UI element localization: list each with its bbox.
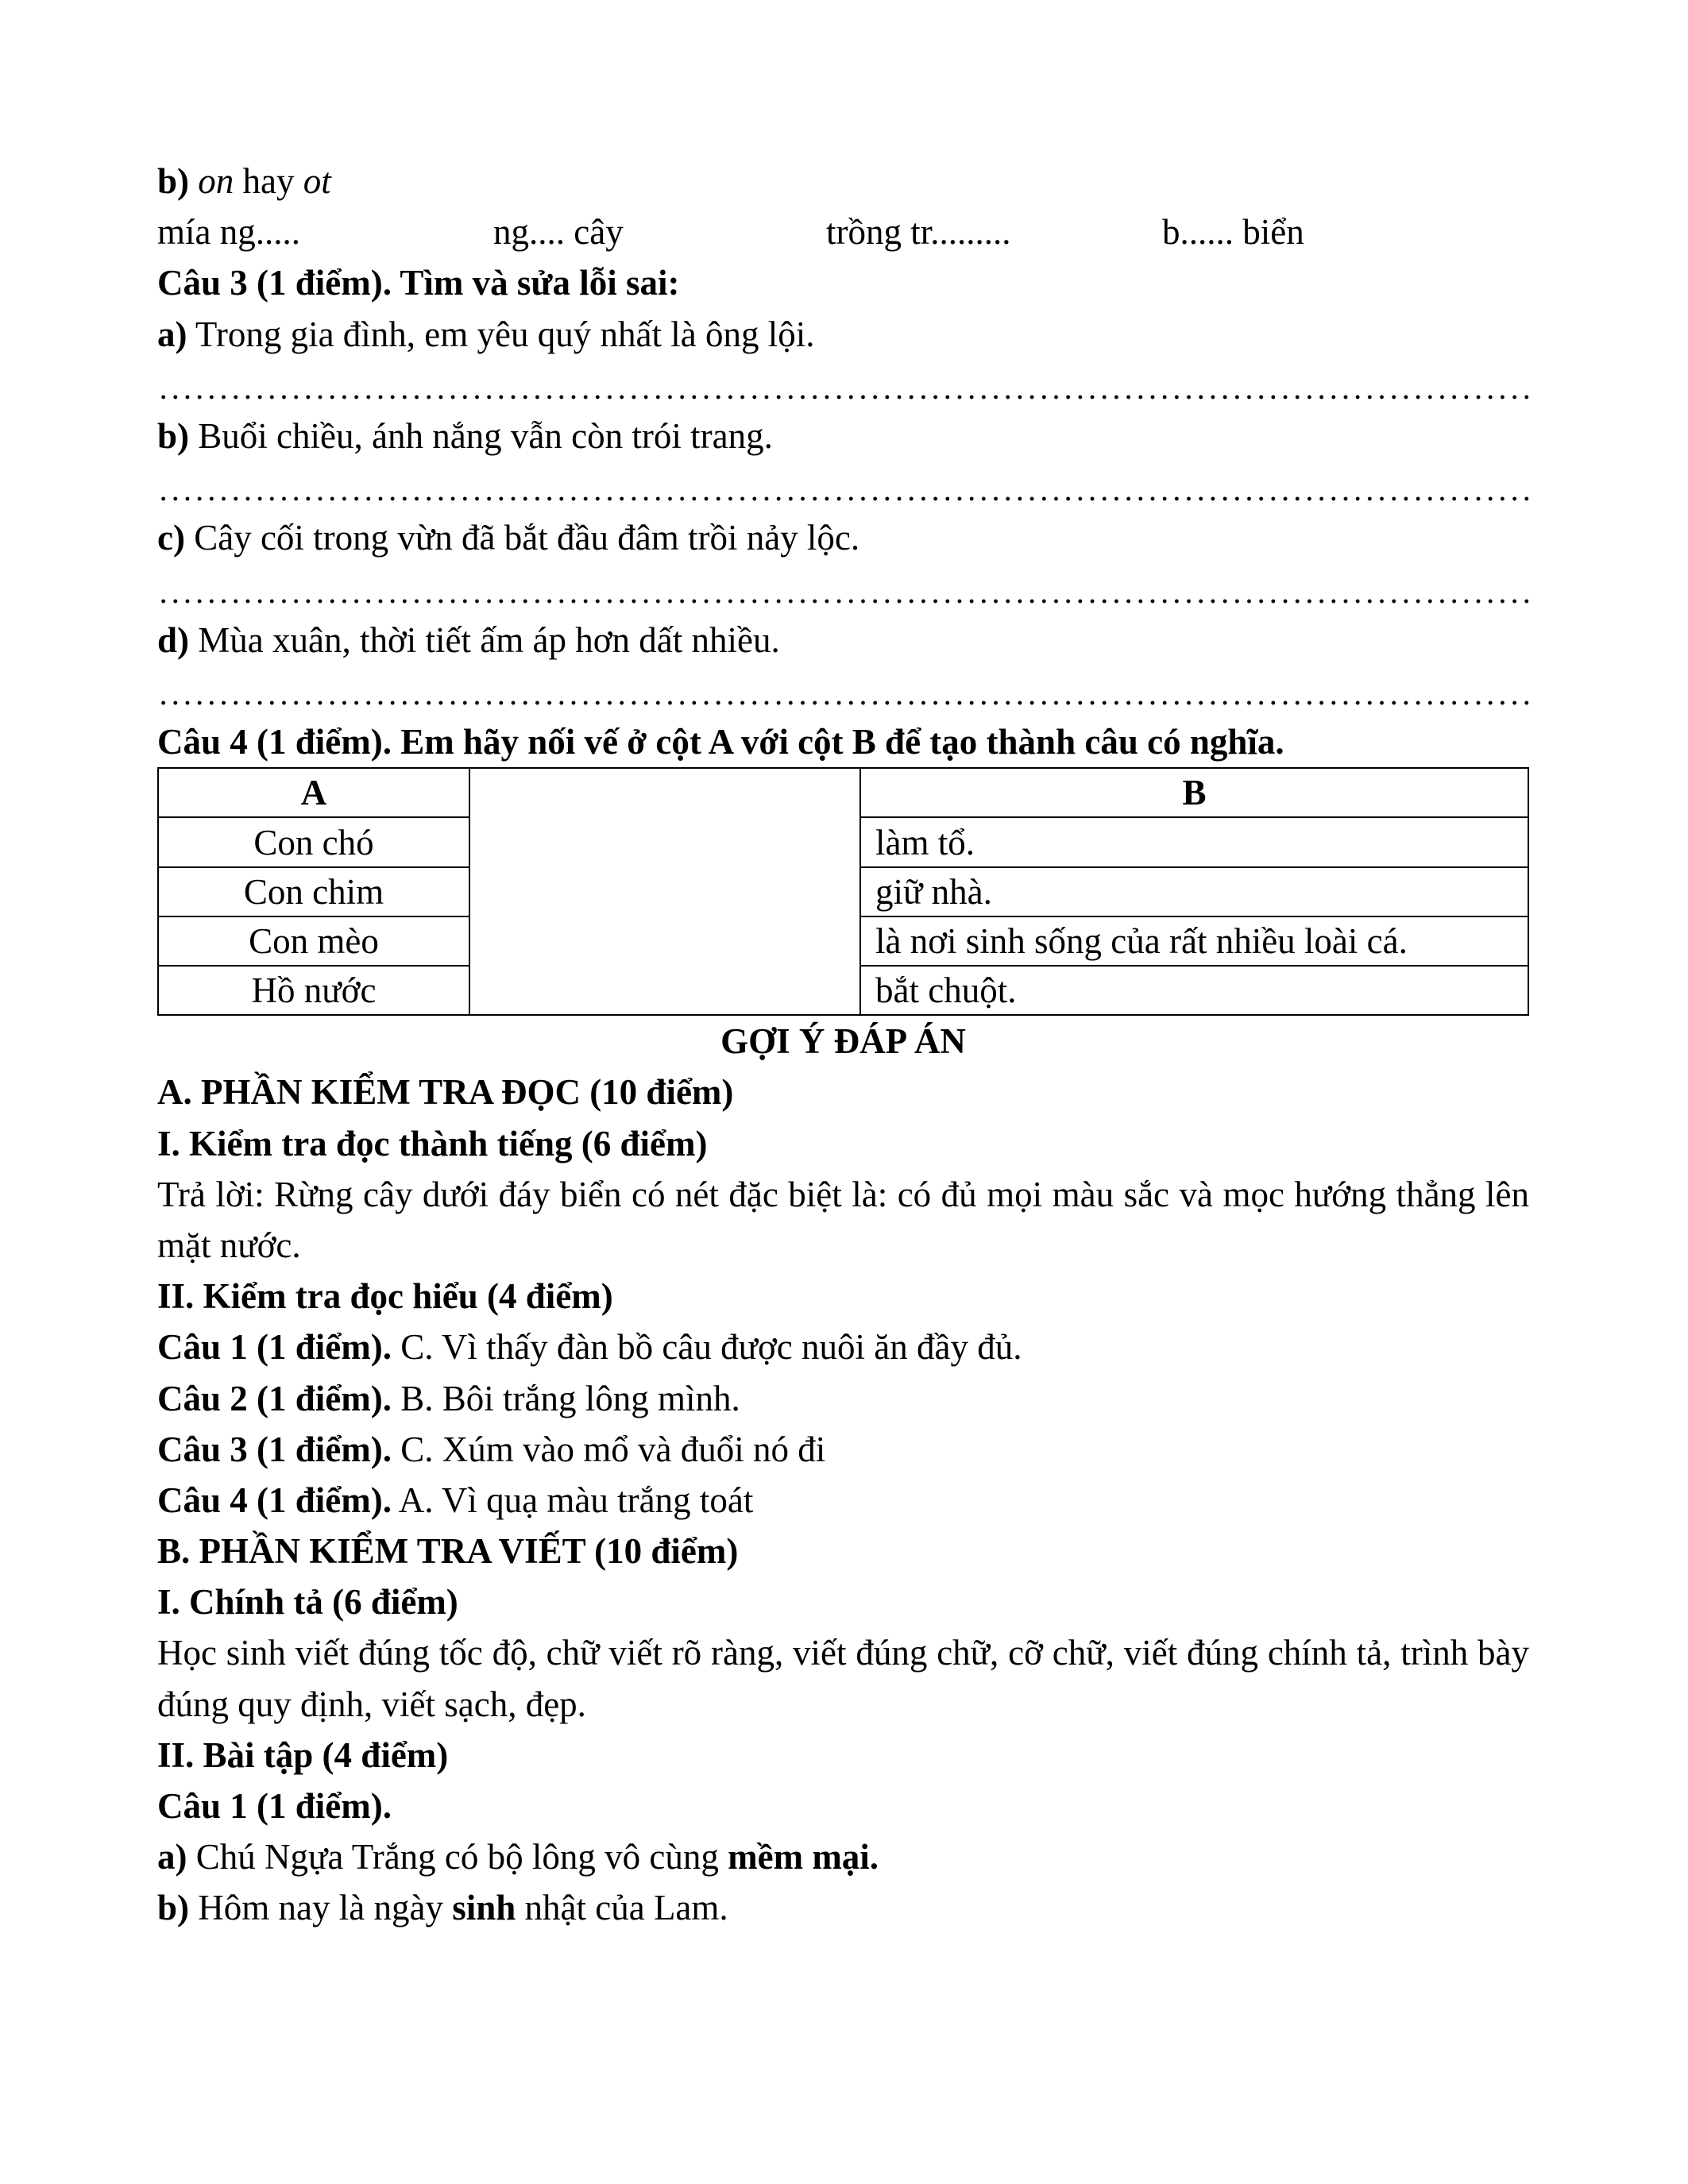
answer-dotted-line (157, 564, 1529, 615)
fill-item: ng.... cây (493, 212, 624, 253)
answer-dotted-line (157, 461, 1529, 512)
answer-item: Câu 3 (1 điểm). C. Xúm vào mổ và đuổi nó đi (157, 1429, 826, 1469)
answer-dotted-line (157, 666, 1529, 716)
q2b-heading: b) on hay ot (157, 161, 331, 201)
section-heading: I. Kiểm tra đọc thành tiếng (6 điểm) (157, 1123, 708, 1163)
q4-title: Câu 4 (1 điểm). Em hãy nối vế ở cột A với cột B để tạo thành câu có nghĩa. (157, 722, 1284, 762)
answer-item: b) Hôm nay là ngày sinh nhật của Lam. (157, 1888, 728, 1928)
table-row: Hồ nước bắt chuột. (158, 966, 1528, 1015)
document-page (157, 156, 1529, 1934)
section-heading: II. Kiểm tra đọc hiểu (4 điểm) (157, 1276, 613, 1317)
section-heading: I. Chính tả (6 điểm) (157, 1582, 458, 1623)
answer-item: Câu 2 (1 điểm). B. Bôi trắng lông mình. (157, 1378, 740, 1418)
q3-item: a) Trong gia đình, em yêu quý nhất là ông lội. (157, 314, 815, 354)
fill-item: trồng tr......... (826, 212, 1011, 253)
table-row: Con chim giữ nhà. (158, 867, 1528, 916)
section-heading: B. PHẦN KIỂM TRA VIẾT (10 điểm) (157, 1531, 739, 1572)
section-heading: A. PHẦN KIỂM TRA ĐỌC (10 điểm) (157, 1072, 734, 1113)
fill-item: b...... biển (1162, 212, 1304, 253)
table-row: A B (158, 768, 1528, 817)
matching-table (157, 767, 1529, 1016)
q3-item: d) Mùa xuân, thời tiết ấm áp hơn dất nhiều. (157, 619, 780, 660)
answer-paragraph: Học sinh viết đúng tốc độ, chữ viết rõ ràng, viết đúng chữ, cỡ chữ, viết đúng chính tả, trình bày đúng quy định, viết sạch, đẹp. (157, 1633, 1529, 1724)
q3-title: Câu 3 (1 điểm). Tìm và sửa lỗi sai: (157, 263, 680, 303)
answer-item: Câu 4 (1 điểm). A. Vì quạ màu trắng toát (157, 1480, 754, 1520)
table-row: Con chó làm tổ. (158, 817, 1528, 866)
q2b-items (157, 206, 1529, 257)
table-row: Con mèo là nơi sinh sống của rất nhiều loài cá. (158, 916, 1528, 966)
section-heading: II. Bài tập (4 điểm) (157, 1734, 449, 1775)
section-heading: Câu 1 (1 điểm). (157, 1786, 392, 1827)
answer-paragraph: Trả lời: Rừng cây dưới đáy biển có nét đặc biệt là: có đủ mọi màu sắc và mọc hướng thẳng lên mặt nước. (157, 1174, 1529, 1265)
answer-item: Câu 1 (1 điểm). C. Vì thấy đàn bồ câu được nuôi ăn đầy đủ. (157, 1327, 1022, 1368)
q3-item: c) Cây cối trong vừn đã bắt đầu đâm trồi nảy lộc. (157, 518, 860, 558)
answer-dotted-line (157, 360, 1529, 411)
answers-title: GỢI Ý ĐÁP ÁN (720, 1021, 966, 1062)
fill-item: mía ng..... (157, 212, 300, 253)
blank-column (469, 768, 860, 1015)
answer-item: a) Chú Ngựa Trắng có bộ lông vô cùng mềm mại. (157, 1837, 879, 1877)
q3-item: b) Buổi chiều, ánh nắng vẫn còn trói trang. (157, 415, 773, 456)
